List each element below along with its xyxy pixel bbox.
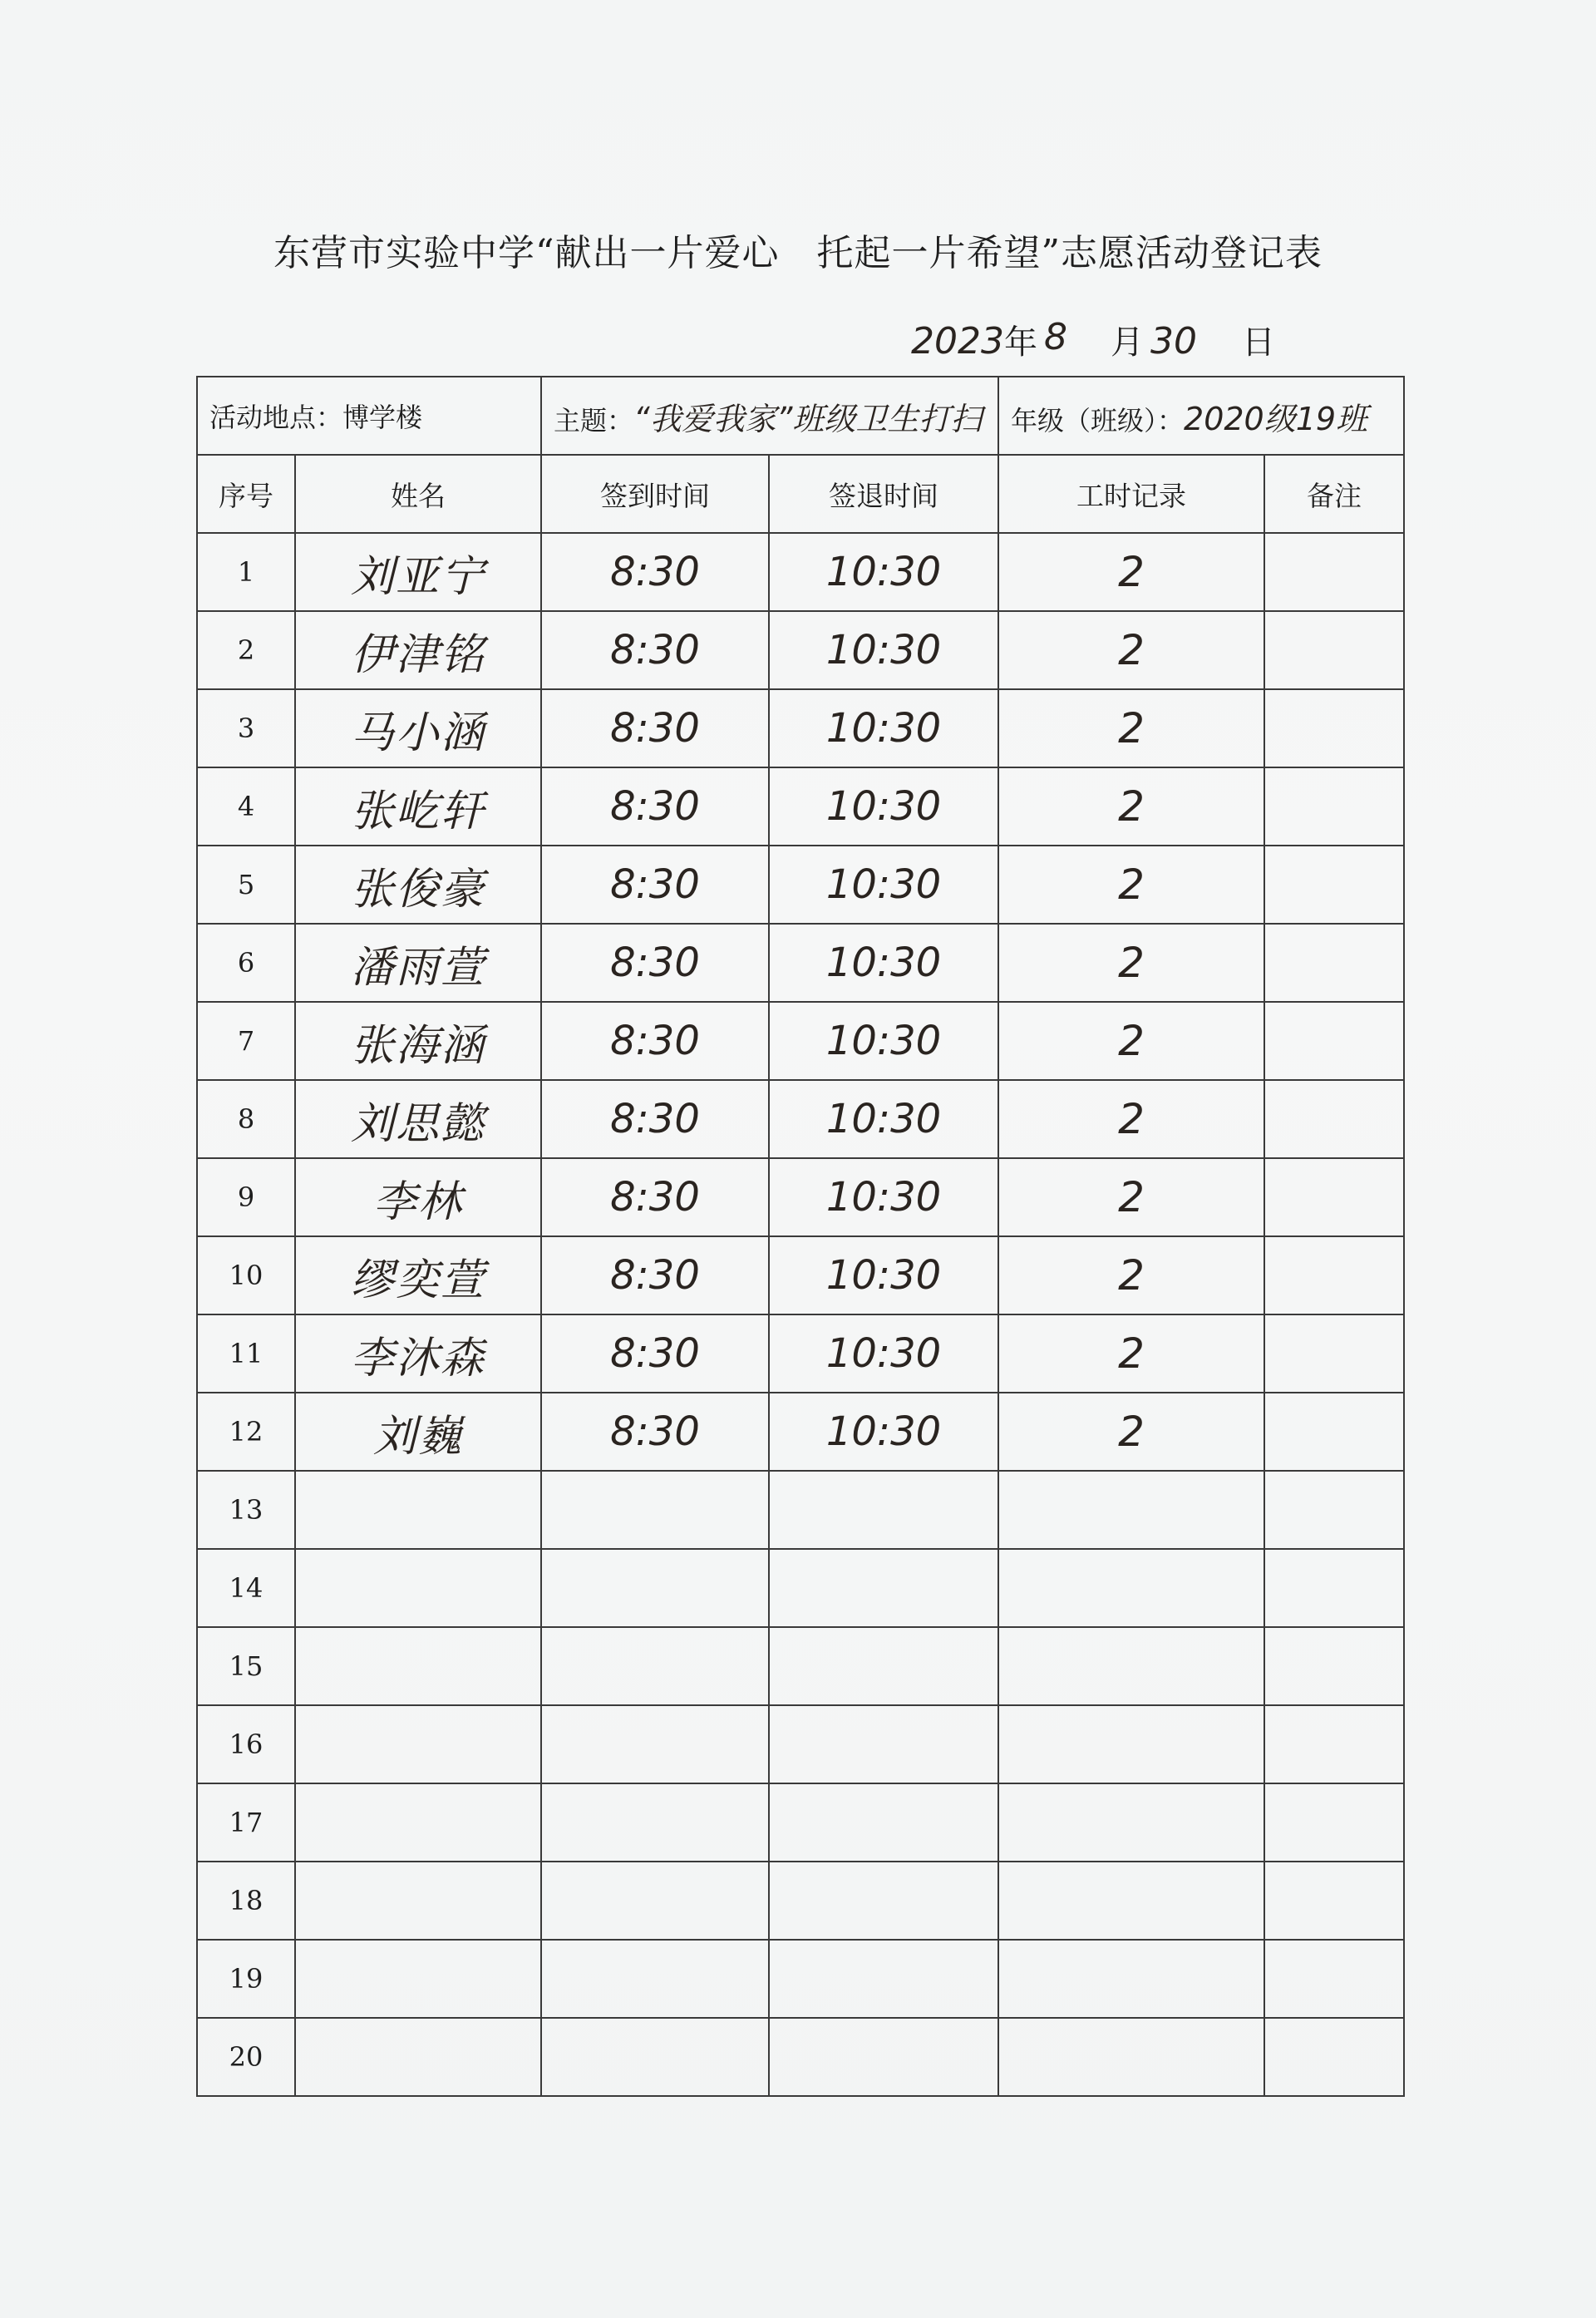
row-number-cell	[197, 1940, 295, 2018]
row-sign-in-time: 8:30	[610, 861, 700, 908]
row-note-cell	[1264, 1314, 1404, 1393]
row-sign-out-time-cell	[769, 1314, 998, 1393]
row-sign-out-time-cell	[769, 533, 998, 611]
row-sign-out-time-cell	[769, 1002, 998, 1080]
row-note-cell	[1264, 1549, 1404, 1627]
row-sign-in-time-cell	[541, 924, 769, 1002]
row-sign-out-time-cell	[769, 1471, 998, 1549]
row-note-cell	[1264, 1862, 1404, 1940]
table-row	[197, 1471, 1404, 1549]
row-name-cell	[295, 2018, 541, 2096]
row-number: 18	[229, 1885, 264, 1916]
date-month-label: 月	[1111, 323, 1144, 362]
row-sign-in-time-cell	[541, 1158, 769, 1236]
info-row	[197, 377, 1404, 455]
table-row	[197, 1314, 1404, 1393]
row-hours: 2	[1118, 1329, 1145, 1378]
row-hours: 2	[1118, 1173, 1145, 1221]
row-number-cell	[197, 1862, 295, 1940]
row-number: 19	[229, 1963, 264, 1995]
table-row	[197, 1236, 1404, 1314]
row-hours: 2	[1118, 1251, 1145, 1300]
row-sign-out-time-cell	[769, 1783, 998, 1862]
row-hours: 2	[1118, 1408, 1145, 1456]
row-hours-cell	[998, 1549, 1264, 1627]
row-number-cell	[197, 924, 295, 1002]
row-name: 李沐森	[350, 1333, 485, 1383]
row-number: 6	[237, 947, 255, 979]
table-row	[197, 924, 1404, 1002]
table-row	[197, 1002, 1404, 1080]
row-sign-out-time: 10:30	[825, 1018, 942, 1064]
row-note-cell	[1264, 533, 1404, 611]
date-month	[1044, 316, 1067, 358]
row-number: 4	[237, 791, 255, 822]
row-name-cell	[295, 533, 541, 611]
row-number: 9	[237, 1181, 255, 1213]
row-name-cell	[295, 1783, 541, 1862]
grade-value: 2020级19班	[1184, 400, 1368, 437]
row-hours-cell	[998, 1236, 1264, 1314]
row-number: 3	[237, 713, 255, 744]
row-name-cell	[295, 1236, 541, 1314]
row-number: 1	[237, 556, 255, 588]
date-year-label: 年	[1003, 323, 1037, 362]
row-name-cell	[295, 1158, 541, 1236]
row-sign-in-time-cell	[541, 1627, 769, 1705]
col-header-hours: 工时记录	[998, 455, 1264, 533]
table-row	[197, 689, 1404, 767]
row-sign-out-time: 10:30	[825, 1174, 942, 1221]
date-month-label-wrap	[1111, 316, 1197, 363]
row-name-cell	[295, 1549, 541, 1627]
col-header-sign-in: 签到时间	[541, 455, 769, 533]
row-number: 20	[229, 2041, 264, 2073]
row-sign-in-time-cell	[541, 767, 769, 846]
row-hours-cell	[998, 1002, 1264, 1080]
row-hours-cell	[998, 1158, 1264, 1236]
row-note-cell	[1264, 1393, 1404, 1471]
row-note-cell	[1264, 1783, 1404, 1862]
row-sign-in-time-cell	[541, 1236, 769, 1314]
row-name-cell	[295, 1940, 541, 2018]
row-sign-in-time: 8:30	[610, 705, 700, 752]
row-sign-in-time: 8:30	[610, 1096, 700, 1142]
row-name: 潘雨萱	[350, 942, 485, 993]
row-name-cell	[295, 767, 541, 846]
row-hours-cell	[998, 533, 1264, 611]
row-sign-in-time-cell	[541, 1393, 769, 1471]
row-number-cell	[197, 689, 295, 767]
row-note-cell	[1264, 611, 1404, 689]
table-row	[197, 1080, 1404, 1158]
row-hours: 2	[1118, 704, 1145, 752]
date-day-label: 日	[1242, 323, 1275, 362]
row-sign-in-time-cell	[541, 611, 769, 689]
row-number: 11	[229, 1338, 264, 1369]
location-cell	[197, 377, 541, 455]
row-name-cell	[295, 611, 541, 689]
row-number: 14	[229, 1572, 264, 1604]
row-hours-cell	[998, 924, 1264, 1002]
row-sign-out-time-cell	[769, 1158, 998, 1236]
row-note-cell	[1264, 1627, 1404, 1705]
row-sign-in-time-cell	[541, 1080, 769, 1158]
location-label: 活动地点：	[209, 402, 343, 433]
row-sign-out-time-cell	[769, 689, 998, 767]
row-sign-out-time-cell	[769, 1862, 998, 1940]
row-sign-in-time: 8:30	[610, 1252, 700, 1299]
date-month-value: 8	[1044, 316, 1067, 358]
row-sign-out-time: 10:30	[825, 1408, 942, 1455]
row-sign-out-time-cell	[769, 1080, 998, 1158]
row-sign-out-time-cell	[769, 2018, 998, 2096]
row-hours-cell	[998, 1705, 1264, 1783]
date-day	[1242, 316, 1275, 363]
row-sign-in-time: 8:30	[610, 1330, 700, 1377]
row-hours-cell	[998, 1627, 1264, 1705]
row-sign-in-time-cell	[541, 1783, 769, 1862]
row-sign-out-time-cell	[769, 846, 998, 924]
table-row	[197, 2018, 1404, 2096]
row-hours-cell	[998, 1862, 1264, 1940]
row-sign-in-time: 8:30	[610, 1174, 700, 1221]
row-name: 张俊豪	[350, 864, 485, 915]
row-sign-out-time: 10:30	[825, 1252, 942, 1299]
row-sign-out-time: 10:30	[825, 1096, 942, 1142]
row-sign-out-time: 10:30	[825, 627, 942, 673]
theme-value: “我爱我家”班级卫生打扫	[633, 400, 983, 437]
row-sign-out-time-cell	[769, 1705, 998, 1783]
row-number-cell	[197, 533, 295, 611]
row-number: 16	[229, 1729, 264, 1760]
table-row	[197, 611, 1404, 689]
row-sign-in-time: 8:30	[610, 1408, 700, 1455]
col-header-name: 姓名	[295, 455, 541, 533]
row-sign-in-time-cell	[541, 846, 769, 924]
row-name: 张屹轩	[350, 786, 485, 836]
table-row	[197, 1393, 1404, 1471]
table-row	[197, 767, 1404, 846]
col-header-sign-out: 签退时间	[769, 455, 998, 533]
table-row	[197, 1549, 1404, 1627]
row-number-cell	[197, 1002, 295, 1080]
header-row	[197, 455, 1404, 533]
row-name-cell	[295, 1393, 541, 1471]
row-note-cell	[1264, 1158, 1404, 1236]
row-hours-cell	[998, 689, 1264, 767]
row-sign-in-time-cell	[541, 689, 769, 767]
theme-cell	[541, 377, 998, 455]
register-table	[196, 376, 1405, 2097]
row-hours: 2	[1118, 1095, 1145, 1143]
row-name-cell	[295, 1080, 541, 1158]
row-name-cell	[295, 1705, 541, 1783]
row-hours-cell	[998, 846, 1264, 924]
row-hours: 2	[1118, 939, 1145, 987]
row-number-cell	[197, 1549, 295, 1627]
row-number: 2	[237, 634, 255, 666]
row-sign-in-time-cell	[541, 2018, 769, 2096]
row-sign-out-time-cell	[769, 767, 998, 846]
location-value: 博学楼	[342, 402, 423, 433]
row-number: 5	[237, 869, 255, 900]
row-name-cell	[295, 924, 541, 1002]
table-row	[197, 533, 1404, 611]
grade-label: 年级（班级）：	[1011, 404, 1185, 436]
row-number-cell	[197, 611, 295, 689]
row-note-cell	[1264, 846, 1404, 924]
row-hours: 2	[1118, 861, 1145, 909]
row-number: 17	[229, 1807, 264, 1838]
row-note-cell	[1264, 767, 1404, 846]
row-name-cell	[295, 1627, 541, 1705]
row-name: 伊津铭	[350, 629, 485, 680]
table-row	[197, 1705, 1404, 1783]
row-number: 13	[229, 1494, 264, 1526]
row-hours-cell	[998, 1314, 1264, 1393]
row-sign-in-time: 8:30	[610, 627, 700, 673]
row-name-cell	[295, 1002, 541, 1080]
row-number-cell	[197, 846, 295, 924]
row-hours-cell	[998, 1940, 1264, 2018]
row-number-cell	[197, 1314, 295, 1393]
row-sign-out-time-cell	[769, 1627, 998, 1705]
row-number-cell	[197, 1236, 295, 1314]
row-number-cell	[197, 2018, 295, 2096]
row-name-cell	[295, 1471, 541, 1549]
row-note-cell	[1264, 1080, 1404, 1158]
table-row	[197, 1627, 1404, 1705]
row-number-cell	[197, 1705, 295, 1783]
date-day-value: 30	[1150, 320, 1197, 362]
row-hours-cell	[998, 611, 1264, 689]
row-sign-out-time-cell	[769, 611, 998, 689]
row-name-cell	[295, 846, 541, 924]
row-sign-in-time-cell	[541, 1940, 769, 2018]
date-year	[911, 316, 1037, 363]
row-sign-in-time-cell	[541, 533, 769, 611]
row-sign-out-time-cell	[769, 924, 998, 1002]
row-name: 马小涵	[350, 708, 485, 758]
row-sign-in-time-cell	[541, 1862, 769, 1940]
theme-label: 主题：	[554, 404, 634, 436]
row-sign-in-time: 8:30	[610, 940, 700, 986]
row-number: 7	[237, 1025, 255, 1057]
row-number-cell	[197, 1783, 295, 1862]
row-number-cell	[197, 1158, 295, 1236]
row-name: 李林	[372, 1176, 463, 1227]
table-row	[197, 1862, 1404, 1940]
row-note-cell	[1264, 1940, 1404, 2018]
row-sign-out-time: 10:30	[825, 549, 942, 595]
row-sign-in-time: 8:30	[610, 783, 700, 830]
row-number-cell	[197, 1627, 295, 1705]
row-sign-out-time-cell	[769, 1549, 998, 1627]
table-row	[197, 1940, 1404, 2018]
row-name-cell	[295, 1314, 541, 1393]
row-hours-cell	[998, 1393, 1264, 1471]
col-header-no: 序号	[197, 455, 295, 533]
row-sign-out-time: 10:30	[825, 705, 942, 752]
row-note-cell	[1264, 1705, 1404, 1783]
row-hours-cell	[998, 1080, 1264, 1158]
row-sign-out-time: 10:30	[825, 783, 942, 830]
row-hours-cell	[998, 2018, 1264, 2096]
row-number-cell	[197, 1393, 295, 1471]
row-number: 12	[229, 1416, 264, 1448]
row-hours: 2	[1118, 548, 1145, 596]
row-hours: 2	[1118, 1017, 1145, 1065]
row-note-cell	[1264, 1236, 1404, 1314]
row-sign-in-time-cell	[541, 1314, 769, 1393]
row-hours-cell	[998, 1471, 1264, 1549]
row-sign-in-time: 8:30	[610, 1018, 700, 1064]
row-number-cell	[197, 767, 295, 846]
row-number: 10	[229, 1260, 264, 1291]
form-title: 东营市实验中学“献出一片爱心 托起一片希望”志愿活动登记表	[273, 232, 1323, 274]
row-note-cell	[1264, 1471, 1404, 1549]
table-row	[197, 846, 1404, 924]
row-name: 刘思懿	[350, 1098, 485, 1149]
row-sign-in-time-cell	[541, 1471, 769, 1549]
row-sign-in-time-cell	[541, 1705, 769, 1783]
row-sign-out-time-cell	[769, 1236, 998, 1314]
row-name: 刘亚宁	[350, 551, 485, 602]
row-name-cell	[295, 689, 541, 767]
row-note-cell	[1264, 2018, 1404, 2096]
row-sign-out-time-cell	[769, 1393, 998, 1471]
table-row	[197, 1158, 1404, 1236]
row-note-cell	[1264, 689, 1404, 767]
row-number-cell	[197, 1471, 295, 1549]
row-number: 8	[237, 1103, 255, 1135]
row-hours: 2	[1118, 782, 1145, 831]
row-note-cell	[1264, 924, 1404, 1002]
row-number-cell	[197, 1080, 295, 1158]
row-name: 张海涵	[350, 1020, 485, 1071]
col-header-note: 备注	[1264, 455, 1404, 533]
row-note-cell	[1264, 1002, 1404, 1080]
row-sign-in-time-cell	[541, 1549, 769, 1627]
row-sign-out-time: 10:30	[825, 1330, 942, 1377]
row-hours: 2	[1118, 626, 1145, 674]
row-hours-cell	[998, 767, 1264, 846]
row-sign-out-time: 10:30	[825, 940, 942, 986]
row-sign-out-time-cell	[769, 1940, 998, 2018]
grade-cell	[998, 377, 1404, 455]
row-hours-cell	[998, 1783, 1264, 1862]
row-sign-out-time: 10:30	[825, 861, 942, 908]
row-name-cell	[295, 1862, 541, 1940]
date-year-value: 2023	[911, 320, 1004, 362]
row-sign-in-time: 8:30	[610, 549, 700, 595]
table-row	[197, 1783, 1404, 1862]
row-name: 缪奕萱	[350, 1255, 485, 1305]
row-name: 刘巍	[372, 1411, 463, 1462]
row-number: 15	[229, 1650, 264, 1682]
row-sign-in-time-cell	[541, 1002, 769, 1080]
